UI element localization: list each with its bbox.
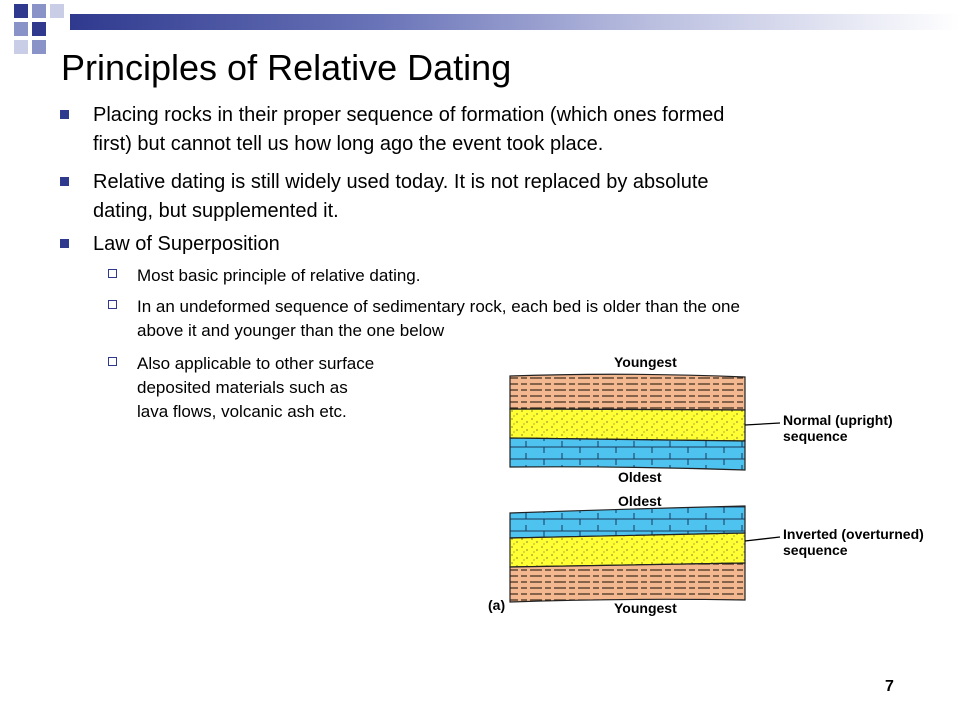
page-number: 7: [885, 678, 894, 695]
lower-youngest-label: Youngest: [614, 600, 677, 616]
upper-youngest-label: Youngest: [614, 354, 677, 370]
sub-bullet-text-line: deposited materials such as: [137, 378, 348, 397]
sandstone-layer: [510, 533, 745, 567]
bullet-text-line: Placing rocks in their proper sequence of formation (which ones formed: [93, 104, 725, 126]
shale-layer: [510, 563, 745, 602]
normal-pointer-line: [745, 423, 780, 425]
sub-bullet-text-line: above it and younger than the one below: [137, 321, 445, 340]
bullet-item: [60, 168, 890, 228]
bullet-text-line: Law of Superposition: [93, 233, 280, 255]
inverted-sequence-column: [510, 506, 745, 602]
sub-bullet-text-line: Most basic principle of relative dating.: [137, 266, 421, 285]
limestone-layer: [510, 438, 745, 470]
sub-bullet-item: [108, 295, 908, 345]
inverted-sequence-label: Inverted (overturned): [783, 526, 924, 542]
sub-bullet-item: [108, 264, 908, 290]
normal-sequence-column: [510, 374, 745, 470]
bullet-text-line: Relative dating is still widely used today. It is not replaced by absolute: [93, 171, 709, 193]
square-bullet-icon: [60, 110, 69, 119]
inverted-sequence-label: sequence: [783, 542, 848, 558]
square-bullet-icon: [60, 177, 69, 186]
upper-oldest-label: Oldest: [618, 469, 662, 485]
normal-sequence-label: sequence: [783, 428, 848, 444]
sub-bullet-text-line: In an undeformed sequence of sedimentary rock, each bed is older than the one: [137, 297, 740, 316]
sub-bullet-text-line: lava flows, volcanic ash etc.: [137, 402, 347, 421]
shale-layer: [510, 374, 745, 410]
inverted-pointer-line: [745, 537, 780, 541]
square-bullet-icon: [60, 239, 69, 248]
bullet-text-line: first) but cannot tell us how long ago the event took place.: [93, 133, 604, 155]
normal-sequence-label: Normal (upright): [783, 412, 893, 428]
superposition-diagram: [480, 345, 950, 625]
sandstone-layer: [510, 409, 745, 441]
page-title: Principles of Relative Dating: [61, 47, 512, 88]
lower-oldest-label: Oldest: [618, 493, 662, 509]
sub-bullet-text-line: Also applicable to other surface: [137, 354, 375, 373]
panel-label: (a): [488, 597, 506, 613]
sub-bullet-item: [108, 352, 438, 428]
hollow-square-bullet-icon: [108, 357, 117, 366]
bullet-item: [60, 230, 890, 260]
bullet-text-line: dating, but supplemented it.: [93, 200, 339, 222]
hollow-square-bullet-icon: [108, 269, 117, 278]
hollow-square-bullet-icon: [108, 300, 117, 309]
bullet-item: [60, 101, 890, 161]
header-gradient-bar: [70, 14, 960, 30]
